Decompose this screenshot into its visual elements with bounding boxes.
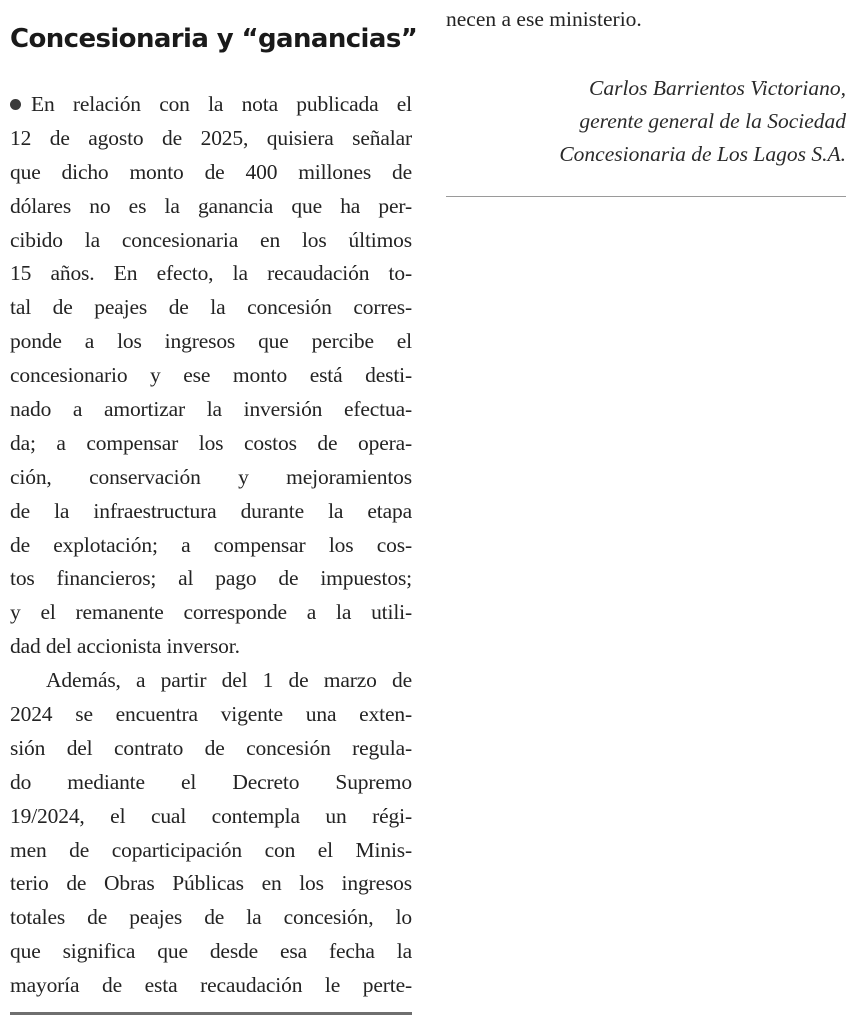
- body-line: que significa que desde esa fecha la: [10, 939, 412, 964]
- bullet-icon: [10, 99, 21, 110]
- body-line: 2024 se encuentra vigente una exten-: [10, 702, 412, 727]
- body-line: 12 de agosto de 2025, quisiera señalar: [10, 125, 412, 150]
- letter-headline: Concesionaria y “ganancias”: [10, 24, 418, 54]
- body-line: 19/2024, el cual contempla un régi-: [10, 803, 412, 828]
- body-line: de explotación; a compensar los cos-: [10, 532, 412, 557]
- body-line: Además, a partir del 1 de marzo de: [46, 668, 412, 693]
- column-bottom-rule: [10, 1012, 412, 1015]
- signature-block: [446, 72, 846, 171]
- body-line: do mediante el Decreto Supremo: [10, 769, 412, 794]
- body-line: tal de peajes de la concesión corres-: [10, 295, 412, 320]
- body-line: dad del accionista inversor.: [10, 634, 240, 659]
- body-line: terio de Obras Públicas en los ingresos: [10, 871, 412, 896]
- body-line: sión del contrato de concesión regula-: [10, 735, 412, 760]
- body-line: nado a amortizar la inversión efectua-: [10, 397, 412, 422]
- body-line: ponde a los ingresos que percibe el: [10, 329, 412, 354]
- body-line: tos financieros; al pago de impuestos;: [10, 566, 412, 591]
- body-line: dólares no es la ganancia que ha per-: [10, 193, 412, 218]
- signature-divider: [446, 196, 846, 197]
- signature-name: Carlos Barrientos Victoriano,: [588, 76, 846, 100]
- body-line: totales de peajes de la concesión, lo: [10, 905, 412, 930]
- body-line: de la infraestructura durante la etapa: [10, 498, 412, 523]
- continuation-line: necen a ese ministerio.: [446, 7, 642, 31]
- body-line: men de coparticipación con el Minis-: [10, 837, 412, 862]
- body-line: En relación con la nota publicada el: [10, 88, 412, 122]
- body-line: y el remanente corresponde a la utili-: [10, 600, 412, 625]
- signature-organization: Concesionaria de Los Lagos S.A.: [559, 142, 846, 166]
- signature-title: gerente general de la Sociedad: [579, 109, 846, 133]
- letter-body: [10, 88, 412, 1003]
- body-line: concesionario y ese monto está desti-: [10, 363, 412, 388]
- body-line: mayoría de esta recaudación le perte-: [10, 973, 412, 998]
- body-line: que dicho monto de 400 millones de: [10, 159, 412, 184]
- body-line: 15 años. En efecto, la recaudación to-: [10, 261, 412, 286]
- body-line: da; a compensar los costos de opera-: [10, 430, 412, 455]
- body-line: cibido la concesionaria en los últimos: [10, 227, 412, 252]
- body-line: ción, conservación y mejoramientos: [10, 464, 412, 489]
